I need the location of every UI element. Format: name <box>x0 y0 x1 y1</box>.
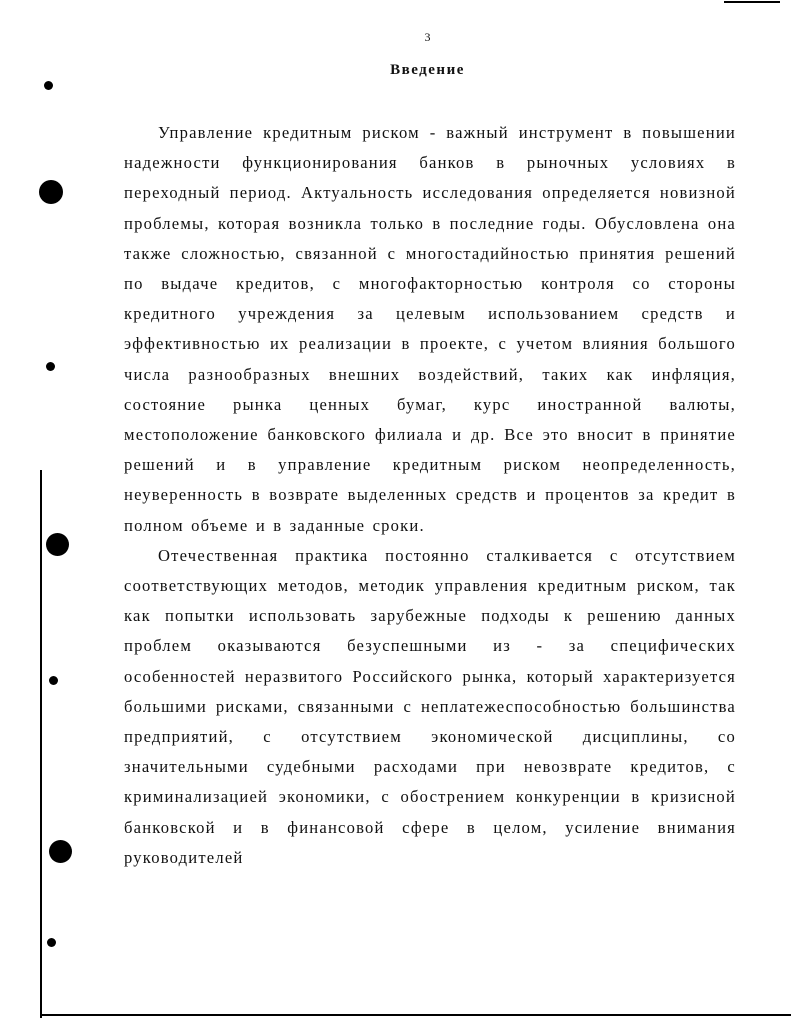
punch-hole-5 <box>49 676 58 685</box>
punch-hole-7 <box>47 938 56 947</box>
page-edge-left <box>40 470 42 1018</box>
page-edge-bottom <box>40 1014 791 1016</box>
page-edge-top-right <box>724 1 780 3</box>
punch-hole-3 <box>46 362 55 371</box>
page-title: Введение <box>390 62 465 78</box>
punch-hole-6 <box>49 840 72 863</box>
punch-hole-1 <box>44 81 53 90</box>
punch-hole-4 <box>46 533 69 556</box>
body-text <box>124 118 736 873</box>
page-number: 3 <box>424 30 431 44</box>
punch-hole-2 <box>39 180 63 204</box>
paragraph-2: Отечественная практика постоянно сталкивается с отсутствием соответствующих методов, методик управления кредитным риском, так как попытки использовать зарубежные подходы к решению данных проблем оказываются безуспешными из - за специфических особенностей неразвитого Российского рынка, который характеризуется большими рисками, связанными с неплатежеспособностью большинства предприятий, с отсутствием экономической дисциплины, со значительными судебными расходами при невозврате кредитов, с криминализацией экономики, с обострением конкуренции в кризисной банковской и в финансовой сфере в целом, усиление внимания руководителей <box>124 545 736 867</box>
paragraph-1: Управление кредитным риском - важный инструмент в повышении надежности функционирования банков в рыночных условиях в переходный период. Актуальность исследования определяется новизной проблемы, которая возникла только в последние годы. Обусловлена она также сложностью, связанной с многостадийностью принятия решений по выдаче кредитов, с многофакторностью контроля со стороны кредитного учреждения за целевым использованием средств и эффективностью их реализации в проекте, с учетом влияния большого числа разнообразных внешних воздействий, таких как инфляция, состояние рынка ценных бумаг, курс иностранной валюты, местоположение банковского филиала и др. Все это вносит в принятие решений и в управление кредитным риском неопределенность, неуверенность в возврате выделенных средств и процентов за кредит в полном объеме и в заданные сроки. <box>124 123 736 535</box>
